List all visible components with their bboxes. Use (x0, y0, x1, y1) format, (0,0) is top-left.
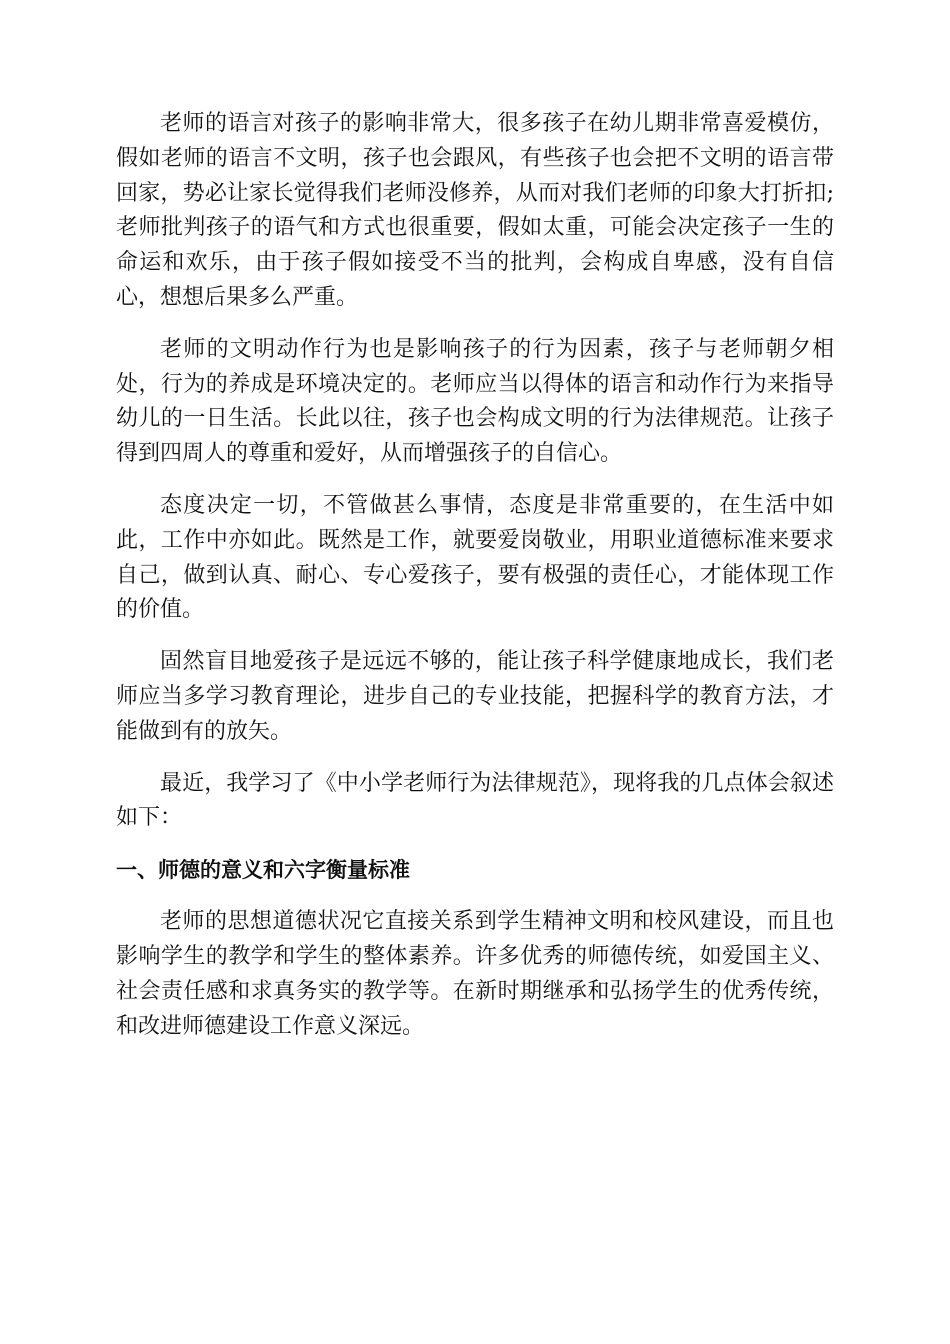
paragraph-4: 固然盲目地爱孩子是远远不够的，能让孩子科学健康地成长，我们老师应当多学习教育理论，进步自己的专业技能，把握科学的教育方法，才能做到有的放矢。 (116, 649, 834, 744)
document-page (116, 107, 834, 1061)
paragraph-5: 最近，我学习了《中小学老师行为法律规范》，现将我的几点体会叙述如下： (116, 770, 834, 831)
section-heading: 一、师德的意义和六字衡量标准 (116, 858, 410, 883)
paragraph-1: 老师的语言对孩子的影响非常大，很多孩子在幼儿期非常喜爱模仿，假如老师的语言不文明，孩子也会跟风，有些孩子也会把不文明的语言带回家，势必让家长觉得我们老师没修养，从而对我们老师的印象大打折扣;老师批判孩子的语气和方式也很重要，假如太重，可能会决定孩子一生的命运和欢乐，由于孩子假如接受不当的批判，会构成自卑感，没有自信心，想想后果多么严重。 (116, 111, 834, 310)
paragraph-3: 态度决定一切，不管做甚么事情，态度是非常重要的，在生活中如此，工作中亦如此。既然是工作，就要爱岗敬业，用职业道德标准来要求自己，做到认真、耐心、专心爱孩子，要有极强的责任心，才能体现工作的价值。 (116, 492, 834, 623)
paragraph-6: 老师的思想道德状况它直接关系到学生精神文明和校风建设，而且也影响学生的教学和学生的整体素养。许多优秀的师德传统，如爱国主义、社会责任感和求真务实的教学等。在新时期继承和弘扬学生的优秀传统，和改进师德建设工作意义深远。 (116, 909, 834, 1039)
paragraph-2: 老师的文明动作行为也是影响孩子的行为因素，孩子与老师朝夕相处，行为的养成是环境决定的。老师应当以得体的语言和动作行为来指导幼儿的一日生活。长此以往，孩子也会构成文明的行为法律规范。让孩子得到四周人的尊重和爱好，从而增强孩子的自信心。 (116, 336, 834, 467)
